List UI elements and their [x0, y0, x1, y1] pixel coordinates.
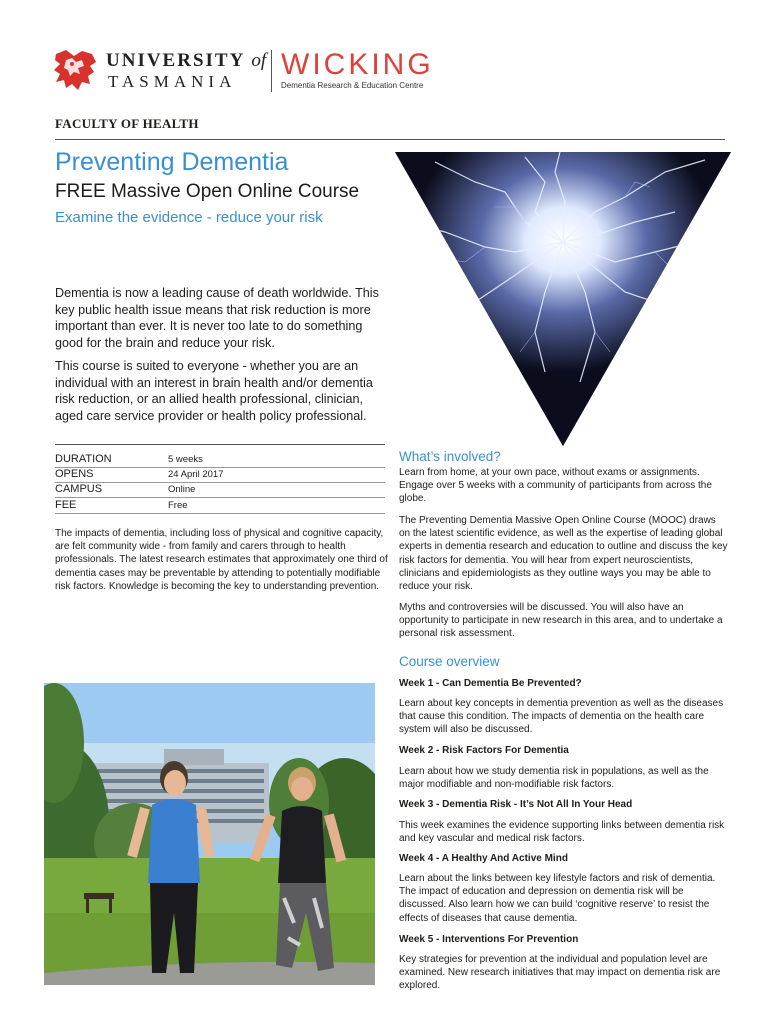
university-wordmark: UNIVERSITY [106, 50, 245, 71]
wicking-subtitle: Dementia Research & Education Centre [281, 81, 424, 90]
week-1-title: Week 1 - Can Dementia Be Prevented? [399, 678, 582, 689]
week-2-title: Week 2 - Risk Factors For Dementia [399, 745, 569, 756]
intro-paragraph-2: This course is suited to everyone - whether you are an individual with an interest in brain health and/or dementia risk reduction, or an allied health professional, clinician, aged care service provider or health policy professional. [55, 359, 373, 423]
week-4-text: Learn about the links between key lifestyle factors and risk of dementia. The impact of education and depression on dementia risk will be discussed. Also learn how we can build ‘cognitive reserve’ to resist the effects of diseases that cause dementia. [399, 873, 716, 924]
week-5-title: Week 5 - Interventions For Prevention [399, 934, 579, 945]
details-label: DURATION [55, 453, 112, 465]
intro-paragraph-1: Dementia is now a leading cause of death worldwide. This key public health issue means that risk reduction is more important than ever. It is never too late to do something good for the brain and reduce your risk. [55, 286, 379, 350]
page-subtitle: FREE Massive Open Online Course [55, 181, 360, 202]
details-row-campus [55, 483, 385, 498]
details-row-fee [55, 499, 385, 514]
details-label: CAMPUS [55, 483, 103, 495]
tasmanian-lion-crest-icon [52, 48, 98, 92]
logo-divider [271, 50, 272, 92]
week-2-text: Learn about how we study dementia risk in populations, as well as the major modifiable and non-modifiable risk factors. [399, 766, 709, 791]
faculty-heading: FACULTY OF HEALTH [55, 116, 199, 131]
neural-lightning-triangle-image [395, 152, 731, 446]
details-top-rule [55, 444, 385, 445]
details-row-duration [55, 453, 385, 468]
course-overview-heading: Course overview [399, 654, 500, 669]
week-1-text: Learn about key concepts in dementia prevention as well as the diseases that cause this condition. The impacts of dementia on the health care system will also be discussed. [399, 698, 724, 736]
involved-paragraph-3: Myths and controversies will be discussed. You will also have an opportunity to participate in new research in this area, and to undertake a personal risk assessment. [399, 602, 723, 640]
tasmania-wordmark: TASMANIA [108, 72, 237, 91]
university-of: of [251, 50, 267, 71]
header-divider [55, 139, 725, 140]
involved-paragraph-2: The Preventing Dementia Massive Open Online Course (MOOC) draws on the latest scientific evidence, as well as the expertise of leading global experts in dementia research and education to outline and discuss the key risk factors for dementia. You will hear from expert neuroscientists, clinicians and epidemiologists as they outline ways you may be able to reduce your risk. [399, 515, 728, 593]
details-row-opens [55, 468, 385, 483]
details-value: 5 weeks [168, 454, 203, 465]
details-value: Free [168, 500, 188, 511]
week-3-title: Week 3 - Dementia Risk - It’s Not All In Your Head [399, 799, 633, 810]
wicking-wordmark: WICKING [281, 48, 434, 81]
details-value: 24 April 2017 [168, 469, 224, 480]
row-divider [55, 513, 385, 514]
involved-paragraph-1: Learn from home, at your own pace, without exams or assignments. Engage over 5 weeks with a community of participants from across the globe. [399, 467, 712, 505]
wicking-logo [281, 48, 451, 94]
details-value: Online [168, 484, 196, 495]
row-divider [55, 497, 385, 498]
page-title: Preventing Dementia [55, 148, 289, 176]
university-logo [52, 48, 267, 94]
week-4-title: Week 4 - A Healthy And Active Mind [399, 853, 568, 864]
week-5-text: Key strategies for prevention at the individual and population level are examined. New research initiatives that may impact on dementia risk are explored. [399, 954, 721, 992]
week-3-text: This week examines the evidence supporting links between dementia risk and key vascular and medical risk factors. [399, 820, 725, 845]
impacts-paragraph: The impacts of dementia, including loss of physical and cognitive capacity, are felt community wide - from family and carers through to health professionals. The latest research estimates that approximately one third of dementia cases may be preventable by attending to potentially modifiable risk factors. Knowledge is becoming the key to understanding prevention. [55, 528, 388, 592]
whats-involved-heading: What’s involved? [399, 449, 501, 464]
details-label: OPENS [55, 468, 94, 480]
joggers-photo [44, 683, 375, 985]
page-tagline: Examine the evidence - reduce your risk [55, 209, 323, 226]
details-label: FEE [55, 499, 77, 511]
